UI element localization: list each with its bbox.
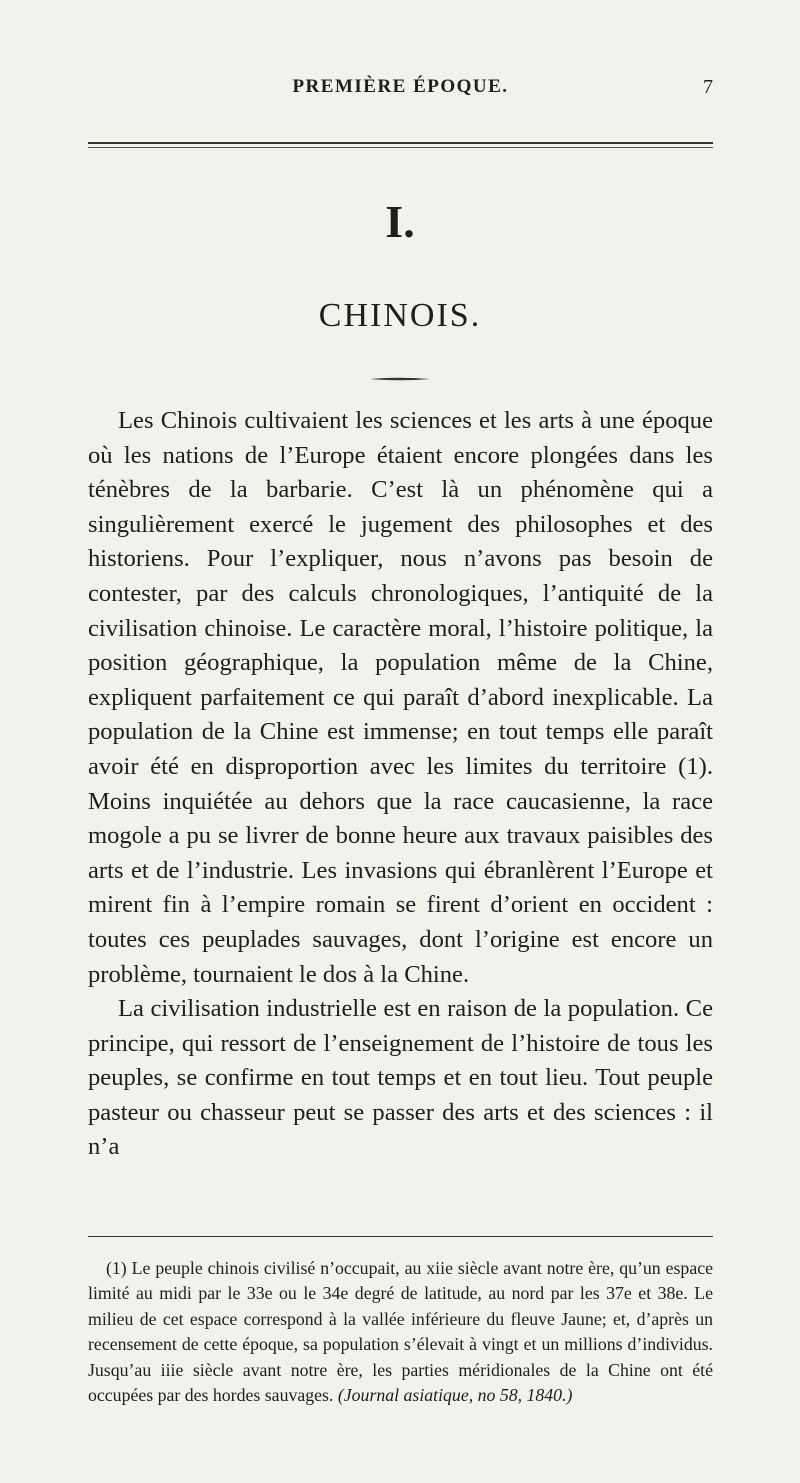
footnote-rule xyxy=(88,1236,713,1237)
paragraph-2: La civilisation industrielle est en raison de la population. Ce principe, qui ressort de l’enseignement de l’histoire de tous les peuples, se confirme en tout temps et en tout lieu. Tout peuple pasteur ou chasseur peut se passer des arts et des sciences : il n’a xyxy=(88,995,713,1161)
header-rule-thin xyxy=(88,147,713,148)
paragraph-1: Les Chinois cultivaient les sciences et les arts à une époque où les nations de l’Europe étaient encore plongées dans les ténèbres de la barbarie. C’est là un phénomène qui a singulièrement exercé le jugement des philosophes et des historiens. Pour l’expliquer, nous n’avons pas besoin de contester, par des calculs chronologiques, l’antiquité de la civilisation chinoise. Le caractère moral, l’histoire politique, la position géographique, la population même de la Chine, expliquent parfaitement ce qui paraît d’abord inexplicable. La population de la Chine est immense; en tout temps elle paraît avoir été en disproportion avec les limites du territoire (1). Moins inquiétée au dehors que la race caucasienne, la race mogole a pu se livrer de bonne heure aux travaux paisibles des arts et de l’industrie. Les invasions qui ébranlèrent l’Europe et mirent fin à l’empire romain se firent d’orient en occident : toutes ces peuplades sauvages, dont l’origine est encore un problème, tournaient le dos à la Chine. xyxy=(88,407,713,988)
footnote xyxy=(88,1256,713,1408)
page-number: 7 xyxy=(703,76,713,98)
page-header xyxy=(88,76,713,102)
body-text xyxy=(88,404,713,1165)
ornament-rule xyxy=(370,377,430,381)
running-title: PREMIÈRE ÉPOQUE. xyxy=(292,76,509,97)
footnote-source: (Journal asiatique, no 58, 1840.) xyxy=(337,1385,573,1406)
section-title: CHINOIS. xyxy=(318,297,482,334)
section-number: I. xyxy=(385,196,415,247)
footnote-text: (1) Le peuple chinois civilisé n’occupait, au xiie siècle avant notre ère, qu’un espace limité au midi par le 33e ou le 34e degré de latitude, au nord par les 37e et 38e. Le milieu de cet espace correspond à la vallée inférieure du fleuve Jaune; et, d’après un recensement de cette époque, sa population s’élevait à vingt et un millions d’individus. Jusqu’au iiie siècle avant notre ère, les parties méridionales de la Chine ont été occupées par des hordes sauvages. xyxy=(88,1258,713,1406)
header-rule xyxy=(88,142,713,144)
